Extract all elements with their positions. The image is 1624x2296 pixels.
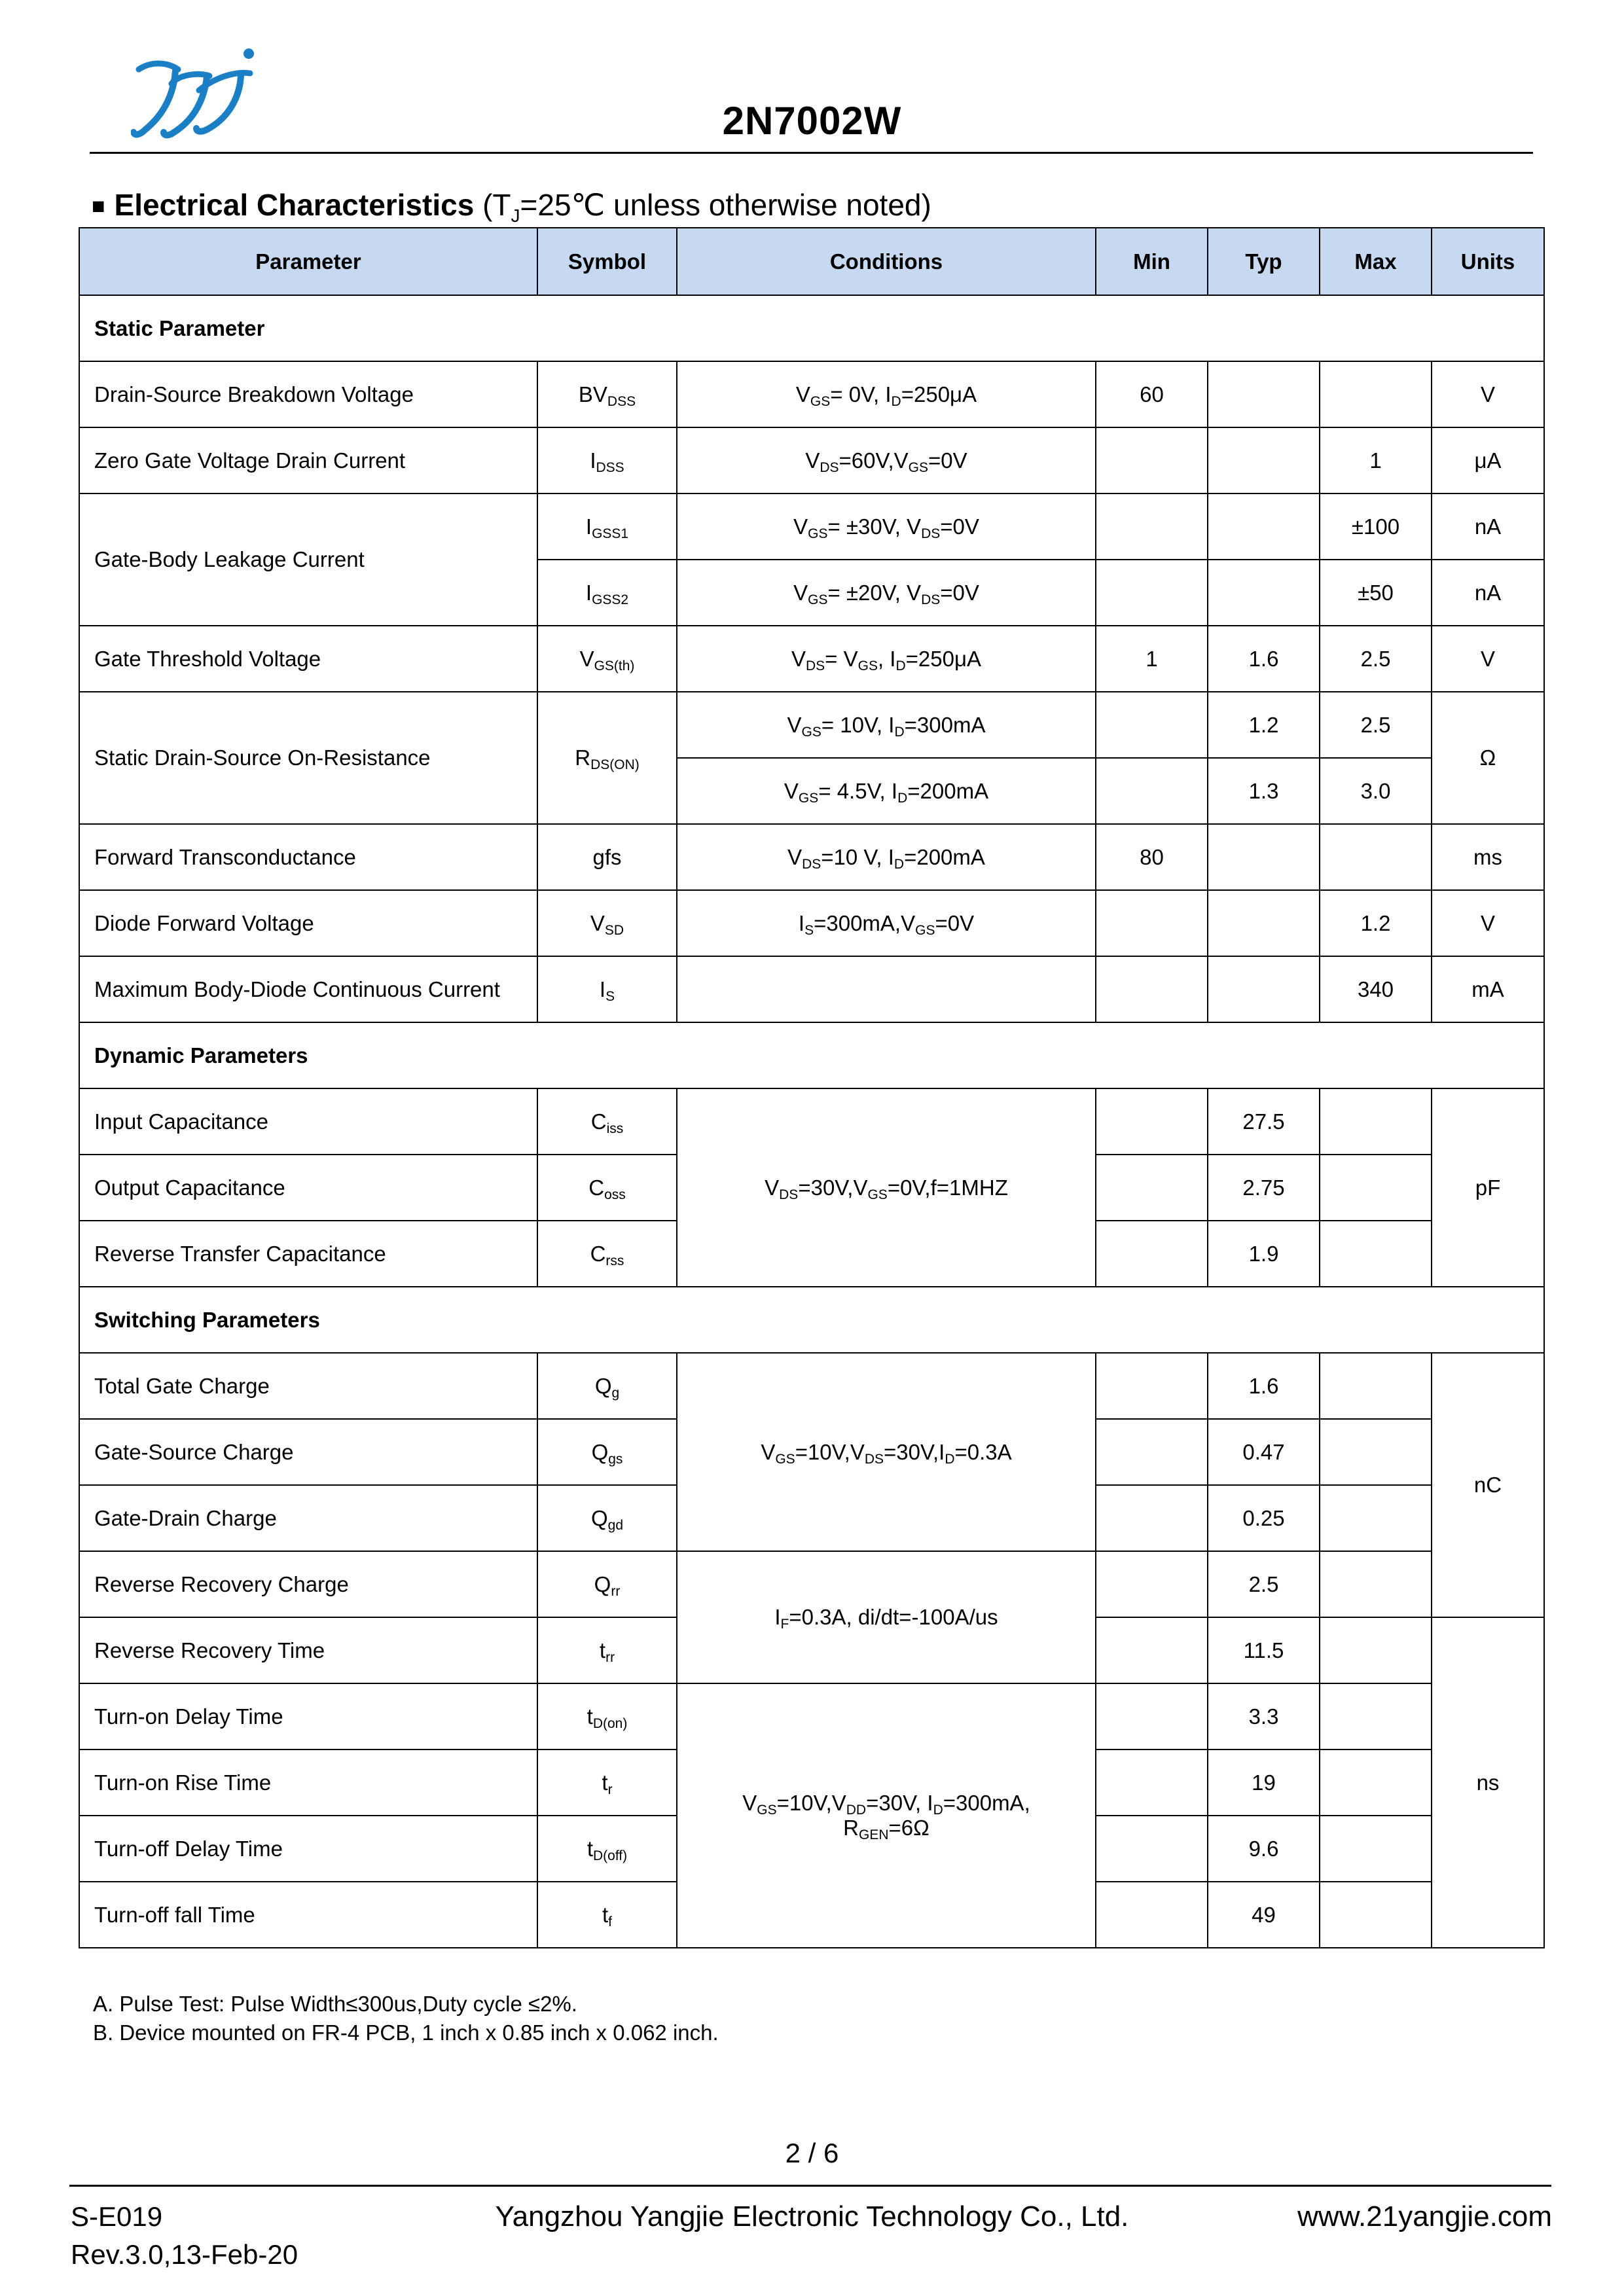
parameter-cell: Drain-Source Breakdown Voltage <box>79 361 537 427</box>
min-cell: 60 <box>1096 361 1208 427</box>
conditions-cell <box>677 956 1096 1022</box>
doc-code: S-E019 <box>71 2201 163 2232</box>
typ-cell <box>1208 890 1320 956</box>
parameter-cell: Diode Forward Voltage <box>79 890 537 956</box>
max-cell <box>1320 1617 1432 1683</box>
min-cell <box>1096 1551 1208 1617</box>
table-row <box>79 1683 1544 1749</box>
conditions-cell: $V_{GS}= 0V$, $I_D=250\mu A$ <box>677 361 1096 427</box>
group-row <box>79 1287 1544 1353</box>
units-cell: Ω <box>1432 692 1544 824</box>
typ-cell <box>1208 824 1320 890</box>
header-parameter: Parameter <box>79 228 537 295</box>
min-cell <box>1096 1221 1208 1287</box>
parameter-cell: Gate Threshold Voltage <box>79 626 537 692</box>
min-cell <box>1096 1419 1208 1485</box>
typ-cell: 1.6 <box>1208 626 1320 692</box>
max-cell: 340 <box>1320 956 1432 1022</box>
units-cell: V <box>1432 890 1544 956</box>
min-cell: 80 <box>1096 824 1208 890</box>
typ-cell <box>1208 361 1320 427</box>
min-cell <box>1096 1816 1208 1882</box>
conditions-cell: $V_{GS}= 10V$, $I_D=300mA$ <box>677 692 1096 758</box>
company-name: Yangzhou Yangjie Electronic Technology Co., Ltd. <box>495 2200 1129 2233</box>
parameter-cell: Gate-Body Leakage Current <box>79 493 537 626</box>
symbol-cell: $V_{SD}$ <box>537 890 677 956</box>
conditions-cell: $I_S=300mA,V_{GS}=0V$ <box>677 890 1096 956</box>
units-cell: nC <box>1432 1353 1544 1617</box>
group-static: Static Parameter <box>79 295 1544 361</box>
max-cell <box>1320 1882 1432 1948</box>
max-cell <box>1320 1419 1432 1485</box>
min-cell <box>1096 1353 1208 1419</box>
parameter-cell: Output Capacitance <box>79 1155 537 1221</box>
footnote: A. Pulse Test: Pulse Width≤300us,Duty cycle ≤2%. <box>93 1992 577 2016</box>
max-cell: 3.0 <box>1320 758 1432 824</box>
symbol-cell: $C_{iss}$ <box>537 1088 677 1155</box>
typ-cell: 1.9 <box>1208 1221 1320 1287</box>
section-bullet: ■ <box>92 194 105 219</box>
max-cell: 2.5 <box>1320 692 1432 758</box>
symbol-cell: $R_{DS(ON)}$ <box>537 692 677 824</box>
max-cell: ±50 <box>1320 560 1432 626</box>
max-cell <box>1320 1485 1432 1551</box>
min-cell <box>1096 1485 1208 1551</box>
header-max: Max <box>1320 228 1432 295</box>
typ-cell <box>1208 493 1320 560</box>
typ-cell <box>1208 427 1320 493</box>
parameter-cell: Input Capacitance <box>79 1088 537 1155</box>
symbol-cell: $Q_{rr}$ <box>537 1551 677 1617</box>
section-title: Electrical Characteristics <box>114 188 475 222</box>
symbol-cell: $V_{GS(th)}$ <box>537 626 677 692</box>
part-number-title: 2N7002W <box>722 99 902 143</box>
footnotes <box>93 1990 719 2047</box>
typ-cell <box>1208 956 1320 1022</box>
units-cell: mA <box>1432 956 1544 1022</box>
header-min: Min <box>1096 228 1208 295</box>
conditions-cell: $V_{DS}=10$ V, $I_D=200mA$ <box>677 824 1096 890</box>
min-cell <box>1096 1683 1208 1749</box>
conditions-cell: $V_{DS}= V_{GS}$, $I_D=250\mu A$ <box>677 626 1096 692</box>
table-row <box>79 824 1544 890</box>
typ-cell: 11.5 <box>1208 1617 1320 1683</box>
group-switching: Switching Parameters <box>79 1287 1544 1353</box>
table-row <box>79 890 1544 956</box>
min-cell <box>1096 427 1208 493</box>
units-cell: pF <box>1432 1088 1544 1287</box>
units-cell: V <box>1432 361 1544 427</box>
units-cell: V <box>1432 626 1544 692</box>
parameter-cell: Maximum Body-Diode Continuous Current <box>79 956 537 1022</box>
table-header-row <box>79 228 1544 295</box>
symbol-cell: $t_f$ <box>537 1882 677 1948</box>
conditions-cell: $V_{DS}=30V,V_{GS}=0V,f=1MHZ$ <box>677 1088 1096 1287</box>
max-cell: ±100 <box>1320 493 1432 560</box>
footer-divider <box>69 2185 1551 2187</box>
min-cell: 1 <box>1096 626 1208 692</box>
typ-cell: 0.47 <box>1208 1419 1320 1485</box>
symbol-cell: $BV_{DSS}$ <box>537 361 677 427</box>
group-row <box>79 295 1544 361</box>
typ-cell: 19 <box>1208 1749 1320 1816</box>
min-cell <box>1096 1617 1208 1683</box>
min-cell <box>1096 758 1208 824</box>
max-cell <box>1320 1353 1432 1419</box>
parameter-cell: Reverse Recovery Charge <box>79 1551 537 1617</box>
symbol-cell: $Q_g$ <box>537 1353 677 1419</box>
min-cell <box>1096 1088 1208 1155</box>
symbol-cell: $t_{rr}$ <box>537 1617 677 1683</box>
typ-cell: 1.2 <box>1208 692 1320 758</box>
conditions-cell: $V_{GS}=10V,V_{DD}=30V$, $I_D=300mA$, $R_{GEN}=6\Omega$ <box>677 1683 1096 1948</box>
symbol-cell: $I_S$ <box>537 956 677 1022</box>
parameter-cell: Zero Gate Voltage Drain Current <box>79 427 537 493</box>
symbol-cell: $I_{DSS}$ <box>537 427 677 493</box>
table-row <box>79 361 1544 427</box>
min-cell <box>1096 890 1208 956</box>
parameter-cell: Turn-on Rise Time <box>79 1749 537 1816</box>
footnote: B. Device mounted on FR-4 PCB, 1 inch x 0.85 inch x 0.062 inch. <box>93 2020 719 2045</box>
section-note: ($T_J=25℃$ unless otherwise noted) <box>482 188 931 226</box>
min-cell <box>1096 956 1208 1022</box>
max-cell: 2.5 <box>1320 626 1432 692</box>
symbol-cell: $C_{rss}$ <box>537 1221 677 1287</box>
max-cell <box>1320 1683 1432 1749</box>
max-cell <box>1320 1816 1432 1882</box>
min-cell <box>1096 560 1208 626</box>
parameter-cell: Total Gate Charge <box>79 1353 537 1419</box>
units-cell: μA <box>1432 427 1544 493</box>
page-number: 2 / 6 <box>785 2138 839 2168</box>
symbol-cell: $C_{oss}$ <box>537 1155 677 1221</box>
min-cell <box>1096 1882 1208 1948</box>
header-typ: Typ <box>1208 228 1320 295</box>
table-row <box>79 1551 1544 1617</box>
max-cell <box>1320 361 1432 427</box>
revision: Rev.3.0,13-Feb-20 <box>71 2239 298 2270</box>
units-cell: nA <box>1432 560 1544 626</box>
conditions-cell: $V_{GS}= 4.5V$, $I_D=200mA$ <box>677 758 1096 824</box>
symbol-cell: $t_r$ <box>537 1749 677 1816</box>
typ-cell: 3.3 <box>1208 1683 1320 1749</box>
symbol-cell: $I_{GSS1}$ <box>537 493 677 560</box>
group-dynamic: Dynamic Parameters <box>79 1022 1544 1088</box>
typ-cell: 2.75 <box>1208 1155 1320 1221</box>
table-row <box>79 427 1544 493</box>
conditions-cell: $V_{GS}=10V,V_{DS}=30V,I_D=0.3A$ <box>677 1353 1096 1551</box>
max-cell: 1.2 <box>1320 890 1432 956</box>
min-cell <box>1096 1155 1208 1221</box>
group-row <box>79 1022 1544 1088</box>
max-cell <box>1320 1155 1432 1221</box>
symbol-cell: $t_{D(on)}$ <box>537 1683 677 1749</box>
table-row <box>79 1353 1544 1419</box>
units-cell: nA <box>1432 493 1544 560</box>
header-units: Units <box>1432 228 1544 295</box>
parameter-cell: Turn-off fall Time <box>79 1882 537 1948</box>
parameter-cell: Gate-Source Charge <box>79 1419 537 1485</box>
electrical-characteristics-table <box>79 227 1545 1948</box>
symbol-cell: $Q_{gd}$ <box>537 1485 677 1551</box>
typ-cell: 0.25 <box>1208 1485 1320 1551</box>
typ-cell: 2.5 <box>1208 1551 1320 1617</box>
conditions-cell: $V_{DS}=60V,V_{GS}=0V$ <box>677 427 1096 493</box>
min-cell <box>1096 692 1208 758</box>
parameter-cell: Static Drain-Source On-Resistance <box>79 692 537 824</box>
max-cell <box>1320 1221 1432 1287</box>
table-row <box>79 1088 1544 1155</box>
header-divider <box>90 152 1533 154</box>
table-row <box>79 626 1544 692</box>
parameter-cell: Forward Transconductance <box>79 824 537 890</box>
max-cell <box>1320 1749 1432 1816</box>
min-cell <box>1096 1749 1208 1816</box>
typ-cell: 1.6 <box>1208 1353 1320 1419</box>
parameter-cell: Gate-Drain Charge <box>79 1485 537 1551</box>
website-link[interactable]: www.21yangjie.com <box>1297 2200 1552 2233</box>
section-heading <box>92 187 931 226</box>
symbol-cell: $I_{GSS2}$ <box>537 560 677 626</box>
symbol-cell: $t_{D(off)}$ <box>537 1816 677 1882</box>
parameter-cell: Turn-off Delay Time <box>79 1816 537 1882</box>
symbol-cell: gfs <box>537 824 677 890</box>
parameter-cell: Turn-on Delay Time <box>79 1683 537 1749</box>
max-cell <box>1320 824 1432 890</box>
conditions-cell: $V_{GS}= \pm 20V$, $V_{DS}=0V$ <box>677 560 1096 626</box>
typ-cell: 1.3 <box>1208 758 1320 824</box>
max-cell: 1 <box>1320 427 1432 493</box>
parameter-cell: Reverse Transfer Capacitance <box>79 1221 537 1287</box>
parameter-cell: Reverse Recovery Time <box>79 1617 537 1683</box>
typ-cell: 49 <box>1208 1882 1320 1948</box>
max-cell <box>1320 1088 1432 1155</box>
conditions-cell: $V_{GS}= \pm 30V$, $V_{DS}=0V$ <box>677 493 1096 560</box>
header-symbol: Symbol <box>537 228 677 295</box>
conditions-cell: $I_F=0.3A$, di/dt=-100A/us <box>677 1551 1096 1683</box>
symbol-cell: $Q_{gs}$ <box>537 1419 677 1485</box>
header-conditions: Conditions <box>677 228 1096 295</box>
table-row <box>79 692 1544 758</box>
table-row <box>79 956 1544 1022</box>
typ-cell: 9.6 <box>1208 1816 1320 1882</box>
units-cell: ms <box>1432 824 1544 890</box>
typ-cell <box>1208 560 1320 626</box>
table-row <box>79 493 1544 560</box>
units-cell: ns <box>1432 1617 1544 1948</box>
typ-cell: 27.5 <box>1208 1088 1320 1155</box>
max-cell <box>1320 1551 1432 1617</box>
min-cell <box>1096 493 1208 560</box>
